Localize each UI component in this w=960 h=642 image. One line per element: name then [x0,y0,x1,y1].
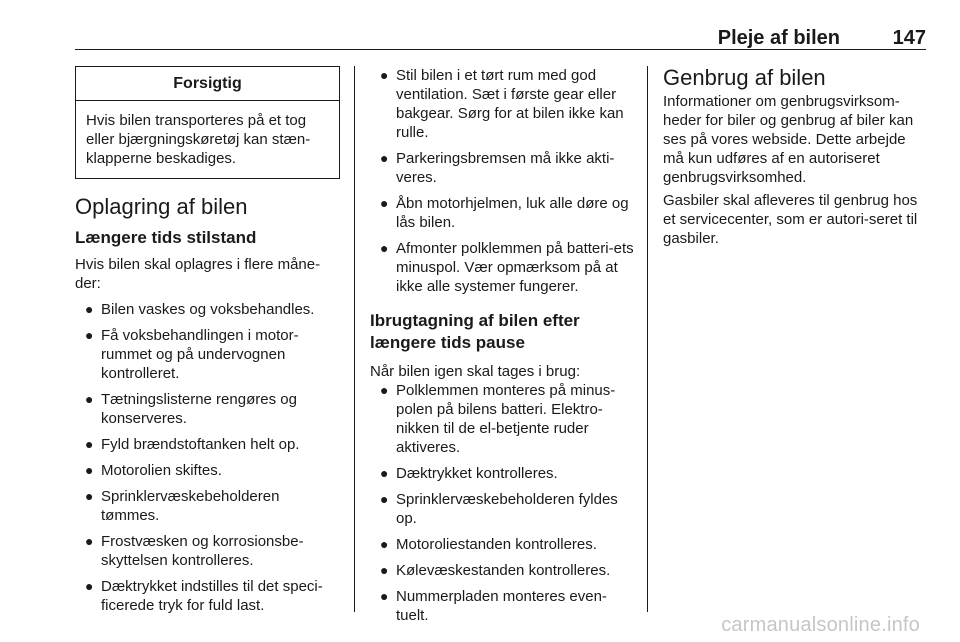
list-item: ● Få voksbehandlingen i motor-rummet og på undervognen kontrolleret. [85,327,299,382]
page-header [75,27,926,50]
bullet-icon: ● [380,382,389,398]
list-item: ● Afmonter polklemmen på batteri-ets minuspol. Vær opmærksom på at ikke alle systemer fungerer. [380,240,634,295]
list-item: ● Polklemmen monteres på minus-polen på bilens batteri. Elektro-nikken til de el-betjente ruder aktiveres. [380,382,616,456]
bullet-icon: ● [380,588,389,604]
subsection-title-recommission: Ibrugtagning af bilen efter længere tids pause [370,311,580,352]
bullet-icon: ● [380,195,389,211]
section-title-storage: Oplagring af bilen [75,194,248,219]
page-number: 147 [892,27,926,49]
list-item: ● Kølevæskestanden kontrolleres. [380,562,611,579]
list-item: ● Motorolien skiftes. [85,462,222,479]
recycling-paragraph-1: Informationer om genbrugsvirksom-heder for biler og genbrug af biler kan ses på vores webside. Dette arbejde må kun udføres af en autoriseret genbrugsvirksomhed. [663,93,914,186]
list-item: ● Åbn motorhjelmen, luk alle døre og lås bilen. [380,195,629,231]
column-divider [354,66,355,612]
column-left [75,66,340,615]
caution-title: Forsigtig [76,67,339,101]
subsection-title-long-storage: Længere tids stilstand [75,228,257,247]
column-right [663,66,928,248]
bullet-icon: ● [85,436,94,452]
list-item: ● Nummerpladen monteres even-tuelt. [380,588,607,624]
bullet-icon: ● [85,578,94,594]
list-item: ● Dæktrykket kontrolleres. [380,465,558,482]
column-middle [370,66,635,625]
caution-text: Hvis bilen transporteres på et tog eller bjærgningskøretøj kan stæn-klapperne beskadiges. [86,112,311,167]
list-item: ● Fyld brændstoftanken helt op. [85,436,300,453]
bullet-icon: ● [85,391,94,407]
bullet-icon: ● [380,491,389,507]
bullet-icon: ● [85,462,94,478]
storage-bullet-list [75,300,340,615]
list-item: ● Dæktrykket indstilles til det speci-ficerede tryk for fuld last. [85,578,323,614]
bullet-icon: ● [380,465,389,481]
list-item: ● Tætningslisterne rengøres og konserveres. [85,391,297,427]
bullet-icon: ● [85,488,94,504]
recycling-paragraph-2: Gasbiler skal afleveres til genbrug hos et servicecenter, som er autori-seret til gasbiler. [663,192,918,247]
list-item: ● Sprinklervæskebeholderen fyldes op. [380,491,618,527]
list-item: ● Bilen vaskes og voksbehandles. [85,301,315,318]
list-item: ● Frostvæsken og korrosionsbe-skyttelsen kontrolleres. [85,533,304,569]
storage-bullet-list-continued [370,66,635,296]
watermark: carmanualsonline.info [721,614,920,636]
storage-intro: Hvis bilen skal oplagres i flere måne-der: [75,256,321,292]
caution-box [75,66,340,179]
list-item: ● Sprinklervæskebeholderen tømmes. [85,488,280,524]
bullet-icon: ● [380,67,389,83]
list-item: ● Stil bilen i et tørt rum med god ventilation. Sæt i første gear eller bakgear. Sørg for at bilen ikke kan rulle. [380,67,624,141]
bullet-icon: ● [380,240,389,256]
bullet-icon: ● [85,327,94,343]
list-item: ● Parkeringsbremsen må ikke akti-veres. [380,150,615,186]
column-divider [647,66,648,612]
bullet-icon: ● [380,562,389,578]
list-item: ● Motoroliestanden kontrolleres. [380,536,597,553]
recommission-bullet-list [370,381,635,625]
section-title-recycling: Genbrug af bilen [663,65,826,90]
bullet-icon: ● [85,301,94,317]
bullet-icon: ● [380,150,389,166]
chapter-title: Pleje af bilen [717,27,840,49]
bullet-icon: ● [380,536,389,552]
bullet-icon: ● [85,533,94,549]
recommission-intro: Når bilen igen skal tages i brug: [370,363,581,380]
